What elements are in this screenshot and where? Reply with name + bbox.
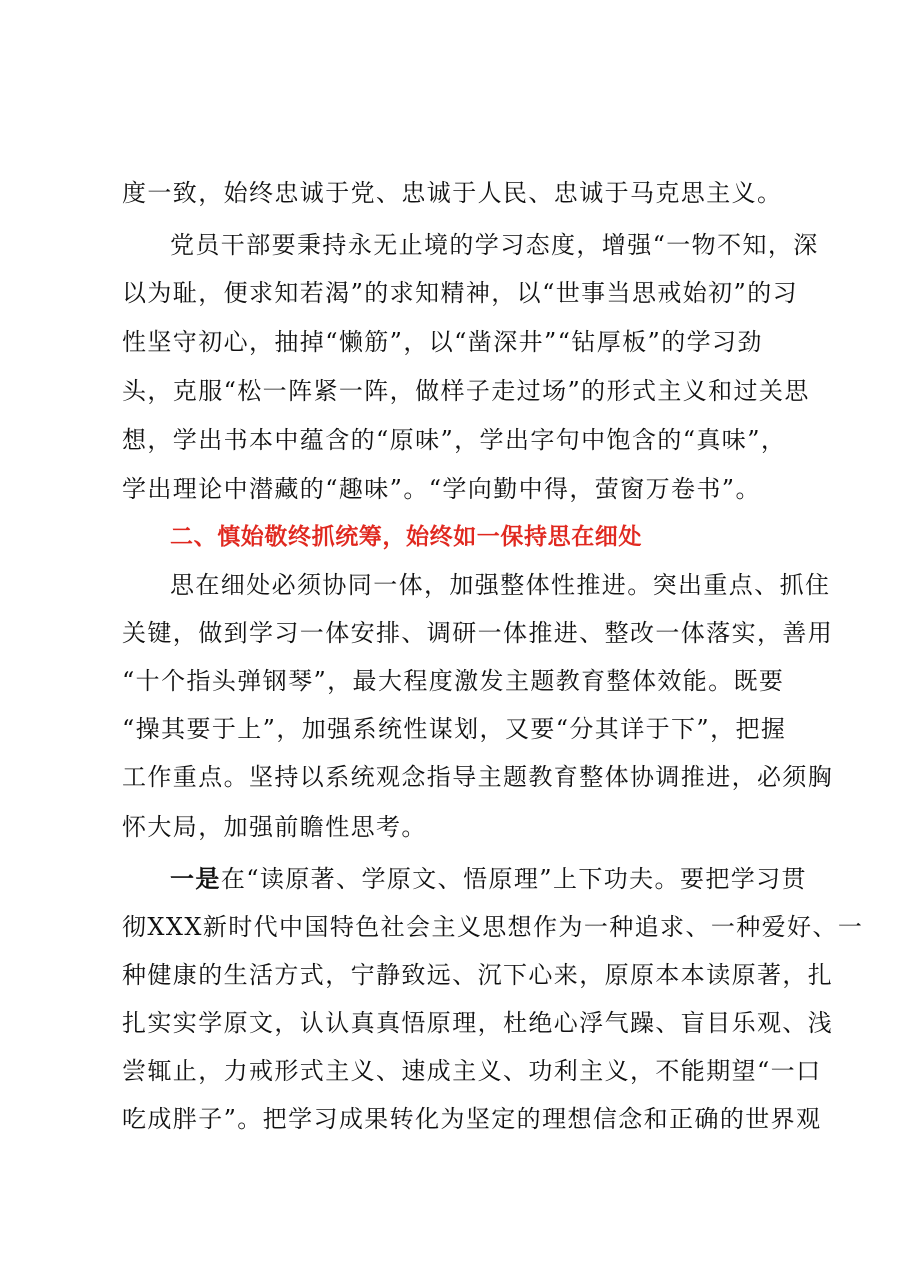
paragraph-first-line: 思在细处必须协同一体，加强整体性推进。突出重点、抓住 [170,571,831,599]
paragraph-line: 关键，做到学习一体安排、调研一体推进、整改一体落实，善用 [122,619,834,647]
paragraph-first-line: 党员干部要秉持永无止境的学习态度，增强“一物不知，深 [170,231,819,259]
paragraph-line: 彻XXX新时代中国特色社会主义思想作为一种追求、一种爱好、一 [122,913,864,941]
paragraph-line: 学出理论中潜藏的“趣味”。“学向勤中得，萤窗万卷书”。 [122,475,761,503]
paragraph-line: 种健康的生活方式，宁静致远、沉下心来，原原本本读原著，扎 [122,961,834,989]
paragraph-line: 头，克服“松一阵紧一阵，做样子走过场”的形式主义和过关思 [122,377,810,405]
paragraph-first-line [170,862,812,896]
paragraph-line: 以为耻，便求知若渴”的求知精神，以“世事当思戒始初”的习 [122,279,799,307]
paragraph-line: 怀大局，加强前瞻性思考。 [122,813,427,841]
paragraph-line: 想，学出书本中蕴含的“原味”，学出字句中饱含的“真味”， [122,426,787,454]
paragraph-line: 尝辄止，力戒形式主义、速成主义、功利主义，不能期望“一口 [122,1057,822,1085]
paragraph-line: “操其要于上”，加强系统性谋划，又要“分其详于下”，把握 [122,715,787,743]
paragraph-line: 吃成胖子”。把学习成果转化为坚定的理想信念和正确的世界观 [122,1105,822,1133]
paragraph-line: 工作重点。坚持以系统观念指导主题教育整体协调推进，必须胸 [122,763,834,791]
paragraph-lead-label: 一是 [170,865,221,893]
paragraph-line: 度一致，始终忠诚于党、忠诚于人民、忠诚于马克思主义。 [122,179,783,207]
section-heading: 二、慎始敬终抓统筹，始终如一保持思在细处 [170,524,642,550]
paragraph-lead-text: 在“读原著、学原文、悟原理”上下功夫。要把学习贯 [220,865,807,893]
paragraph-line: 扎实实学原文，认认真真悟原理，杜绝心浮气躁、盲目乐观、浅 [122,1009,834,1037]
paragraph-line: 性坚守初心，抽掉“懒筋”，以“凿深井”“钻厚板”的学习劲 [122,328,763,356]
paragraph-line: “十个指头弹钢琴”，最大程度激发主题教育整体效能。既要 [122,667,785,695]
